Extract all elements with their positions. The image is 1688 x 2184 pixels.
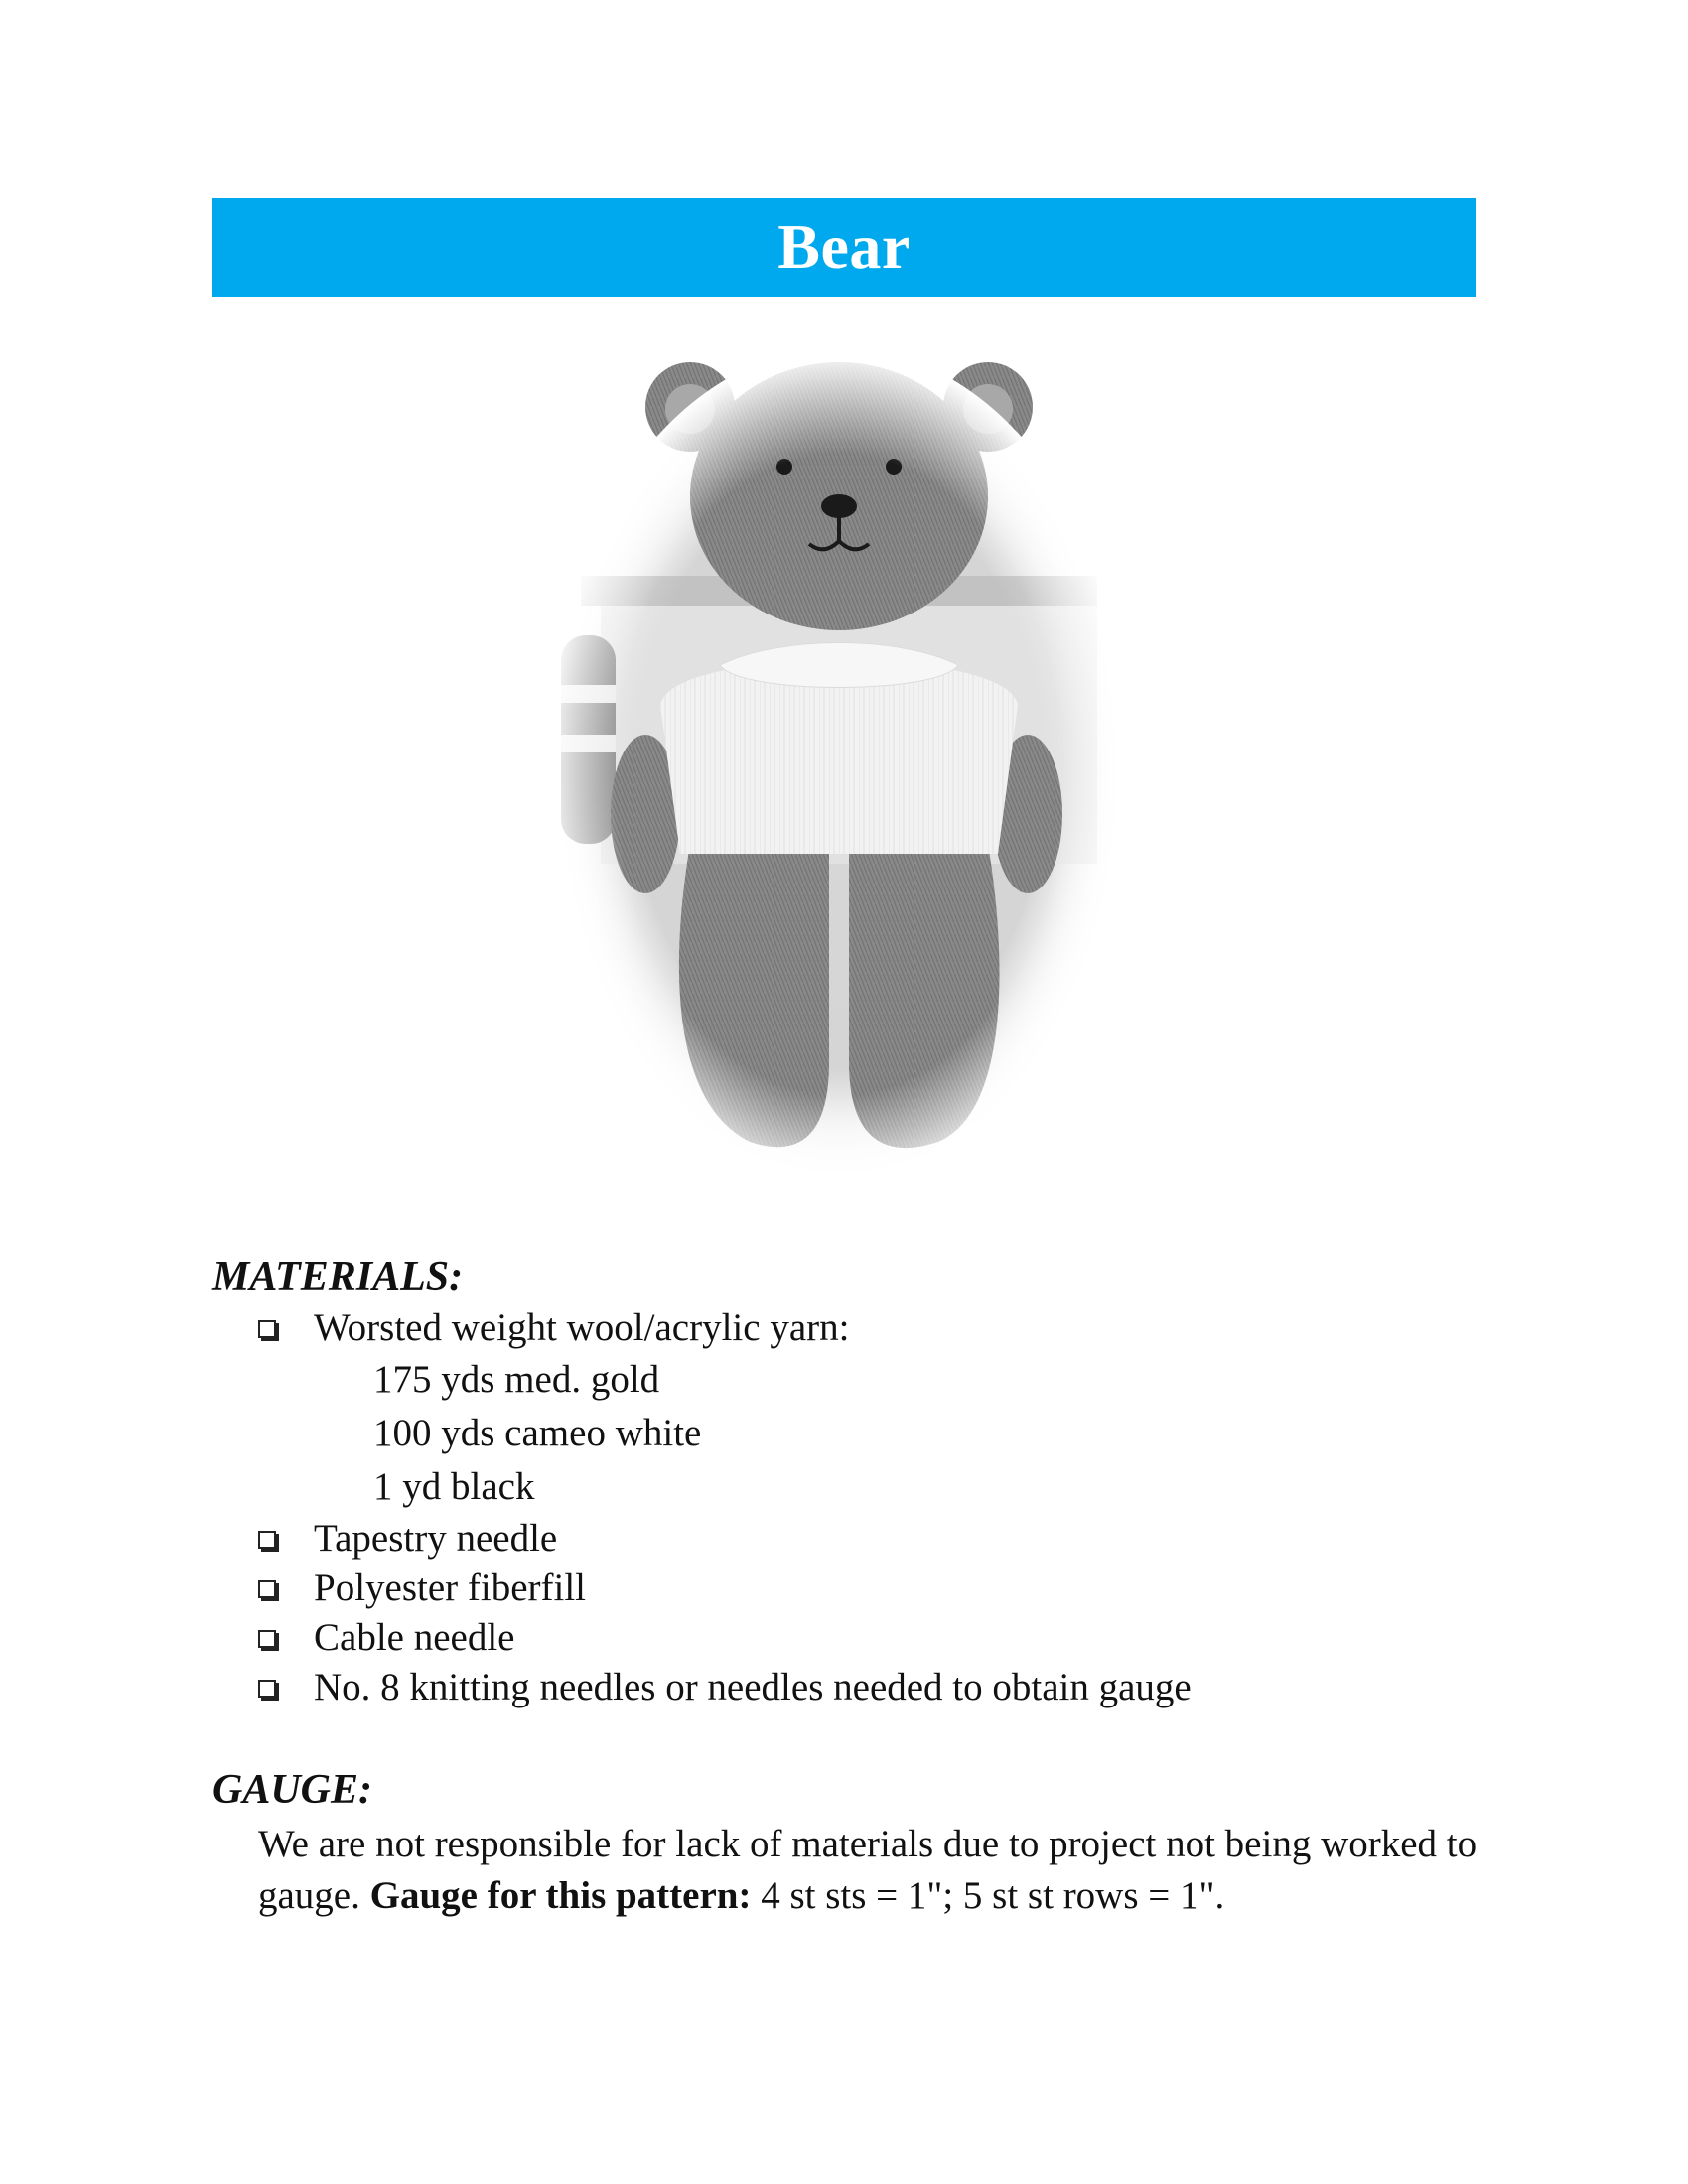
material-item: Tapestry needle bbox=[314, 1517, 558, 1560]
checkbox-icon bbox=[258, 1680, 276, 1698]
yarn-amount: 1 yd black bbox=[373, 1465, 535, 1508]
materials-heading: MATERIALS: bbox=[212, 1254, 464, 1299]
list-item bbox=[258, 1514, 1192, 1564]
knitted-bear-illustration bbox=[541, 347, 1137, 1201]
list-item bbox=[258, 1303, 1192, 1514]
checkbox-icon bbox=[258, 1580, 276, 1598]
checkbox-icon bbox=[258, 1320, 276, 1338]
list-item bbox=[258, 1613, 1192, 1663]
yarn-label: Worsted weight wool/acrylic yarn: bbox=[314, 1306, 850, 1349]
bear-photo bbox=[541, 347, 1137, 1201]
material-item: Polyester fiberfill bbox=[314, 1567, 587, 1609]
yarn-amounts bbox=[314, 1353, 1192, 1514]
yarn-amount: 175 yds med. gold bbox=[373, 1358, 660, 1401]
materials-list bbox=[258, 1303, 1192, 1712]
gauge-intro: We are not responsible for lack of materials due to project not being worked to gauge. bbox=[258, 1823, 1477, 1917]
gauge-value: 4 st sts = 1"; 5 st st rows = 1". bbox=[761, 1874, 1225, 1917]
list-item bbox=[258, 1663, 1192, 1712]
gauge-paragraph bbox=[258, 1819, 1489, 1922]
list-item bbox=[258, 1564, 1192, 1613]
title-bar bbox=[212, 198, 1476, 297]
checkbox-icon bbox=[258, 1531, 276, 1549]
checkbox-icon bbox=[258, 1630, 276, 1648]
page-title: Bear bbox=[777, 211, 911, 282]
material-item: No. 8 knitting needles or needles needed to obtain gauge bbox=[314, 1666, 1192, 1708]
yarn-amount: 100 yds cameo white bbox=[373, 1412, 702, 1454]
gauge-heading: GAUGE: bbox=[212, 1767, 373, 1813]
gauge-label: Gauge for this pattern: bbox=[369, 1874, 752, 1917]
material-item: Cable needle bbox=[314, 1616, 515, 1659]
